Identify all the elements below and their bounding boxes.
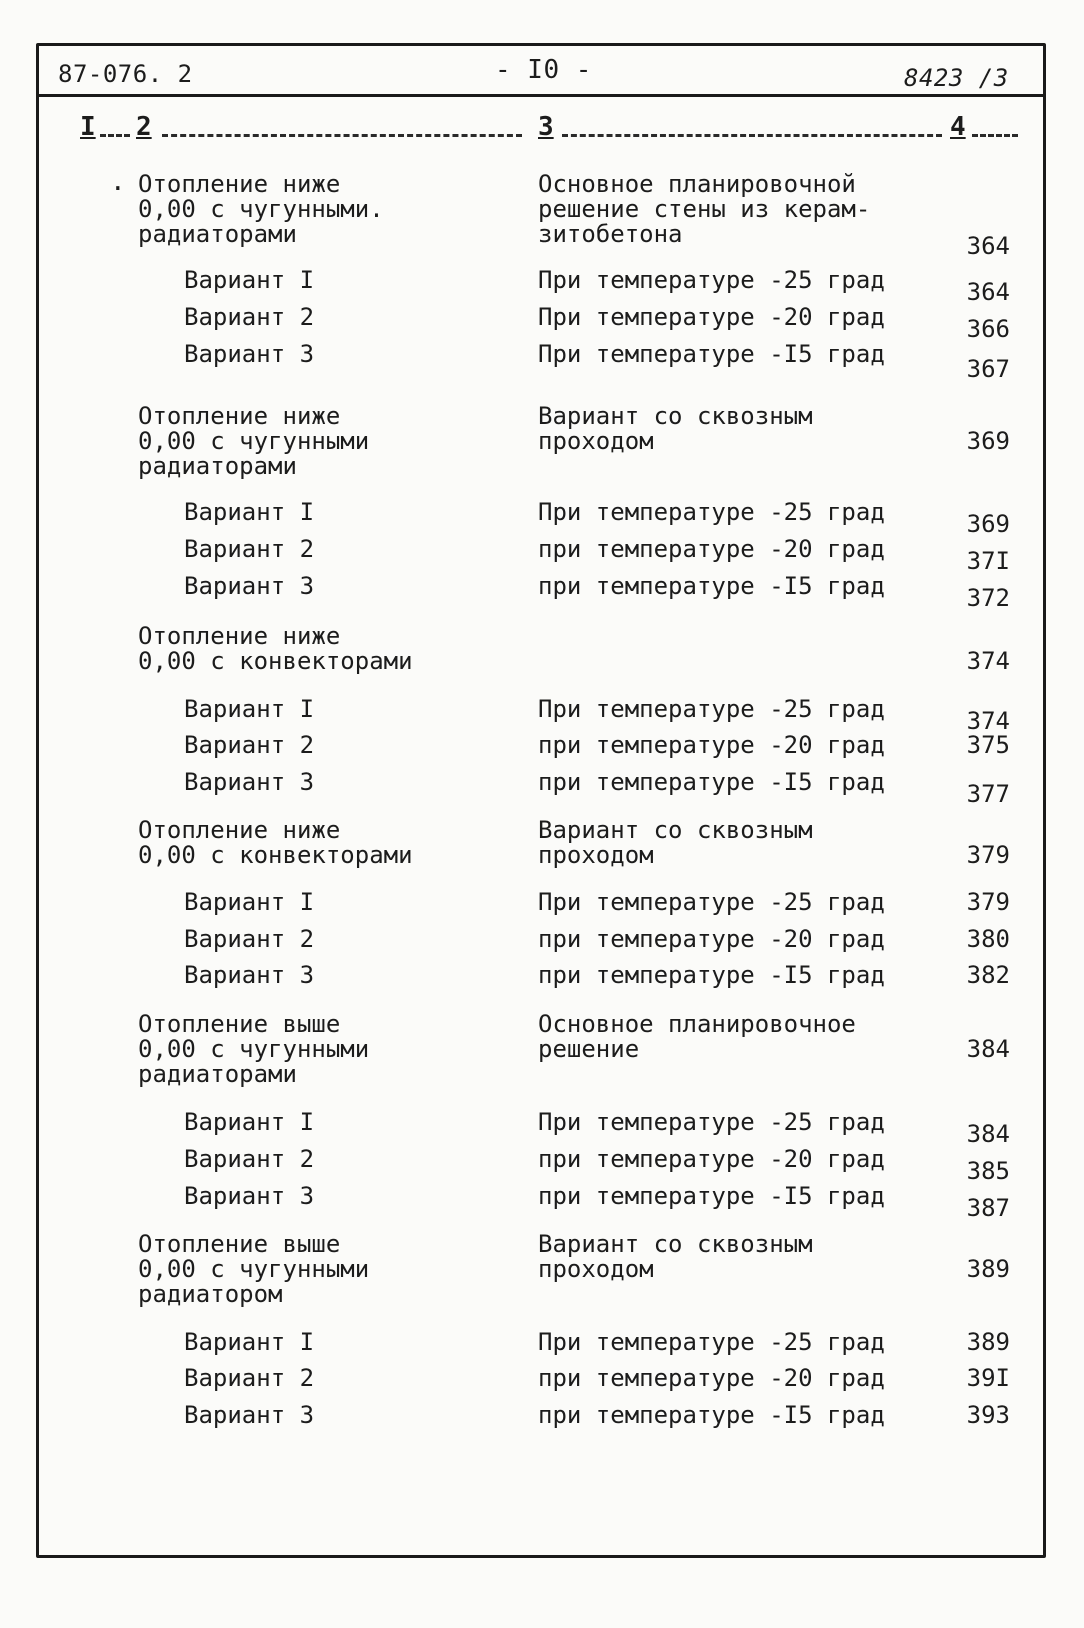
description-text: при температуре -20 град	[538, 1364, 885, 1392]
section-title: Отопление выше 0,00 с чугунными радиаторами	[138, 1010, 370, 1088]
section-title: Отопление выше 0,00 с чугунными радиатором	[138, 1230, 370, 1308]
description-text: при температуре -20 град	[538, 535, 885, 563]
variant-label: Вариант I	[184, 266, 315, 294]
description-text: Основное планировочной решение стены из керам- зитобетона	[538, 170, 871, 248]
page-ref-number: 393	[966, 1401, 1010, 1429]
description-text: Вариант со сквозным проходом	[538, 1230, 813, 1283]
description-text: При температуре -I5 град	[538, 340, 885, 368]
page-ref-number: 389	[966, 1328, 1010, 1356]
variant-label: Вариант 2	[184, 1364, 315, 1392]
sheet-ref: 8423 /3	[904, 64, 1009, 92]
column-number-3: 3	[538, 112, 554, 142]
section-title: Отопление ниже 0,00 с чугунными радиаторами	[138, 402, 370, 480]
page-ref-number: 375	[966, 731, 1010, 759]
description-text: Вариант со сквозным проходом	[538, 402, 813, 455]
variant-label: Вариант 3	[184, 572, 315, 600]
page-ref-number: 385	[966, 1157, 1010, 1185]
variant-label: Вариант I	[184, 1108, 315, 1136]
variant-label: Вариант 2	[184, 535, 315, 563]
page-ref-number: 379	[966, 841, 1010, 869]
variant-label: Вариант I	[184, 1328, 315, 1356]
description-text: При температуре -25 град	[538, 266, 885, 294]
section-title: Отопление ниже 0,00 с конвекторами	[138, 622, 413, 675]
description-text: при температуре -I5 град	[538, 768, 885, 796]
page-ref-number: 367	[966, 355, 1010, 383]
variant-label: Вариант 2	[184, 731, 315, 759]
variant-label: Вариант 3	[184, 1182, 315, 1210]
description-text: При температуре -25 град	[538, 1108, 885, 1136]
column-number-1: I	[80, 112, 96, 142]
description-text: при температуре -I5 град	[538, 961, 885, 989]
page-ref-number: 377	[966, 780, 1010, 808]
page-ref-number: 384	[966, 1120, 1010, 1148]
variant-label: Вариант 3	[184, 1401, 315, 1429]
description-text: При температуре -25 град	[538, 498, 885, 526]
page-ref-number: 389	[966, 1255, 1010, 1283]
variant-label: Вариант 3	[184, 768, 315, 796]
page-ref-number: 387	[966, 1194, 1010, 1222]
description-text: При температуре -25 град	[538, 888, 885, 916]
variant-label: Вариант I	[184, 888, 315, 916]
variant-label: Вариант 2	[184, 303, 315, 331]
page-ref-number: 382	[966, 961, 1010, 989]
variant-label: Вариант 3	[184, 961, 315, 989]
page-ref-number: 374	[966, 707, 1010, 735]
description-text: При температуре -25 град	[538, 695, 885, 723]
section-title: Отопление ниже 0,00 с чугунными. радиаторами	[138, 170, 384, 248]
page-ref-number: 369	[966, 510, 1010, 538]
variant-label: Вариант I	[184, 498, 315, 526]
page-ref-number: 369	[966, 427, 1010, 455]
description-text: при температуре -I5 град	[538, 1401, 885, 1429]
bullet-mark: .	[110, 167, 126, 197]
description-text: при температуре -20 град	[538, 1145, 885, 1173]
page-ref-number: 374	[966, 647, 1010, 675]
doc-code: 87-076. 2	[58, 60, 193, 88]
description-text: при температуре -20 град	[538, 925, 885, 953]
section-title: Отопление ниже 0,00 с конвекторами	[138, 816, 413, 869]
variant-label: Вариант 2	[184, 1145, 315, 1173]
description-text: Вариант со сквозным проходом	[538, 816, 813, 869]
description-text: При температуре -25 град	[538, 1328, 885, 1356]
description-text: Основное планировочное решение	[538, 1010, 856, 1063]
page-ref-number: 364	[966, 232, 1010, 260]
page-ref-number: 37I	[966, 547, 1010, 575]
page-ref-number: 384	[966, 1035, 1010, 1063]
description-text: При температуре -20 град	[538, 303, 885, 331]
description-text: при температуре -I5 град	[538, 572, 885, 600]
page-ref-number: 366	[966, 315, 1010, 343]
column-number-4: 4	[950, 112, 966, 142]
description-text: при температуре -I5 град	[538, 1182, 885, 1210]
variant-label: Вариант 3	[184, 340, 315, 368]
column-number-2: 2	[136, 112, 152, 142]
page-ref-number: 364	[966, 278, 1010, 306]
page-ref-number: 379	[966, 888, 1010, 916]
page-number: - I0 -	[495, 55, 592, 85]
variant-label: Вариант I	[184, 695, 315, 723]
description-text: при температуре -20 град	[538, 731, 885, 759]
page-ref-number: 372	[966, 584, 1010, 612]
variant-label: Вариант 2	[184, 925, 315, 953]
page-ref-number: 380	[966, 925, 1010, 953]
page-ref-number: 39I	[966, 1364, 1010, 1392]
